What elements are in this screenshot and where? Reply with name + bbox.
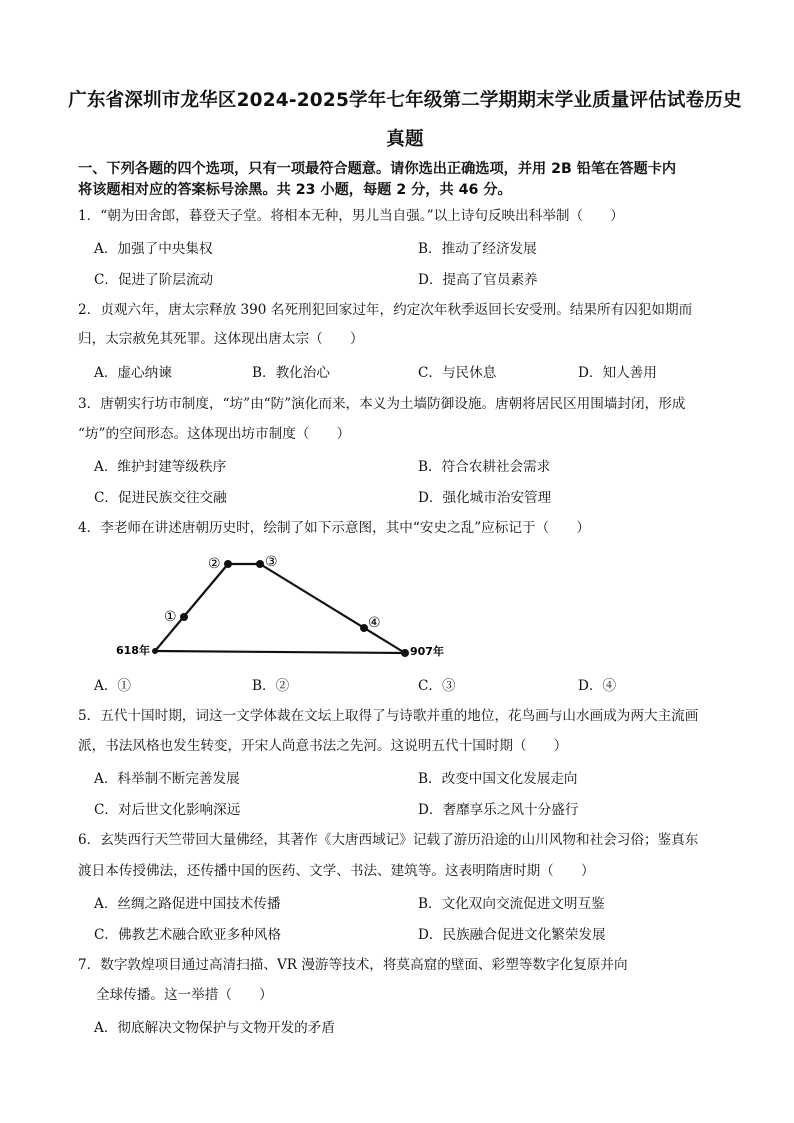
question-2-stem-line-1: 2．贞观六年，唐太宗释放 390 名死刑犯回家过年，约定次年秋季返回长安受刑。结果所有囚犯如期而 bbox=[78, 302, 693, 318]
question-6-stem-line-1: 6．玄奘西行天竺带回大量佛经，其著作《大唐西域记》记载了游历沿途的山川风物和社会习俗；鉴真东 bbox=[78, 832, 699, 848]
tang-timeline-diagram bbox=[110, 548, 450, 668]
point-1-label: ① bbox=[164, 609, 177, 625]
point-2-label: ② bbox=[208, 556, 221, 572]
question-7-stem-line-1: 7．数字敦煌项目通过高清扫描、VR 漫游等技术，将莫高窟的壁面、彩塑等数字化复原并向 bbox=[78, 957, 628, 973]
question-5-stem-line-1: 5．五代十国时期，词这一文学体裁在文坛上取得了与诗歌并重的地位，花鸟画与山水画成为两大主流画 bbox=[78, 708, 699, 724]
q1-option-b[interactable]: B．推动了经济发展 bbox=[418, 241, 537, 257]
point-3-marker bbox=[256, 560, 264, 568]
point-1-marker bbox=[180, 613, 188, 621]
q6-option-c[interactable]: C．佛教艺术融合欧亚多种风格 bbox=[94, 927, 282, 943]
section-instructions bbox=[78, 159, 758, 201]
end-year-label: 907年 bbox=[410, 645, 444, 658]
q2-option-a[interactable]: A．虚心纳谏 bbox=[94, 365, 172, 381]
point-start-marker bbox=[152, 648, 158, 654]
start-year-label: 618年 bbox=[116, 644, 150, 657]
q7-option-a[interactable]: A．彻底解决文物保护与文物开发的矛盾 bbox=[94, 1020, 335, 1036]
point-end-marker bbox=[401, 649, 409, 657]
question-7-stem-line-2: 全球传播。这一举措（ ） bbox=[96, 987, 273, 1003]
section-line-1: 一、下列各题的四个选项，只有一项最符合题意。请你选出正确选项，并用 2B 铅笔在答题卡内 bbox=[78, 161, 677, 177]
question-4-stem: 4．李老师在讲述唐朝历史时，绘制了如下示意图，其中“安史之乱”应标记于（ ） bbox=[78, 520, 590, 536]
point-2-marker bbox=[224, 560, 232, 568]
q3-option-b[interactable]: B．符合农耕社会需求 bbox=[418, 459, 551, 475]
q2-option-c[interactable]: C．与民休息 bbox=[418, 365, 497, 381]
q1-option-c[interactable]: C．促进了阶层流动 bbox=[94, 272, 214, 288]
page-title-line-2: 真题 bbox=[386, 129, 424, 150]
q6-option-a[interactable]: A．丝绸之路促进中国技术传播 bbox=[94, 896, 281, 912]
q4-option-d[interactable]: D．④ bbox=[578, 678, 617, 694]
question-3-stem-line-2: “坊”的空间形态。这体现出坊市制度（ ） bbox=[78, 426, 351, 442]
point-4-label: ④ bbox=[368, 615, 381, 631]
q1-option-d[interactable]: D．提高了官员素养 bbox=[418, 272, 538, 288]
q3-option-c[interactable]: C．促进民族交往交融 bbox=[94, 490, 227, 506]
q5-option-d[interactable]: D．奢靡享乐之风十分盛行 bbox=[418, 802, 579, 818]
section-line-2: 将该题相对应的答案标号涂黑。共 23 小题，每题 2 分，共 46 分。 bbox=[78, 182, 512, 198]
question-5-stem-line-2: 派，书法风格也发生转变，开宋人尚意书法之先河。这说明五代十国时期（ ） bbox=[78, 738, 568, 754]
q2-option-b[interactable]: B．教化治心 bbox=[252, 365, 330, 381]
q5-option-c[interactable]: C．对后世文化影响深远 bbox=[94, 802, 241, 818]
baseline-line bbox=[155, 651, 405, 653]
question-3-stem-line-1: 3．唐朝实行坊市制度，“坊”由“防”演化而来，本义为土墙防御设施。唐朝将居民区用围墙封闭，形成 bbox=[78, 396, 686, 412]
q3-option-a[interactable]: A．维护封建等级秩序 bbox=[94, 459, 227, 475]
page-title-line-1: 广东省深圳市龙华区2024-2025学年七年级第二学期期末学业质量评估试卷历史 bbox=[68, 90, 742, 111]
fall-line bbox=[260, 564, 405, 653]
q6-option-d[interactable]: D．民族融合促进文化繁荣发展 bbox=[418, 927, 606, 943]
q4-option-a[interactable]: A．① bbox=[94, 678, 132, 694]
point-4-marker bbox=[360, 624, 368, 632]
q5-option-b[interactable]: B．改变中国文化发展走向 bbox=[418, 771, 578, 787]
q5-option-a[interactable]: A．科举制不断完善发展 bbox=[94, 771, 240, 787]
q4-option-c[interactable]: C．③ bbox=[418, 678, 456, 694]
q4-option-b[interactable]: B．② bbox=[252, 678, 290, 694]
q2-option-d[interactable]: D．知人善用 bbox=[578, 365, 657, 381]
question-2-stem-line-2: 归，太宗赦免其死罪。这体现出唐太宗（ ） bbox=[78, 331, 364, 347]
point-3-label: ③ bbox=[265, 554, 278, 570]
rise-line bbox=[155, 564, 228, 651]
q1-option-a[interactable]: A．加强了中央集权 bbox=[94, 241, 213, 257]
q6-option-b[interactable]: B．文化双向交流促进文明互鉴 bbox=[418, 896, 605, 912]
q3-option-d[interactable]: D．强化城市治安管理 bbox=[418, 490, 552, 506]
question-6-stem-line-2: 渡日本传授佛法，还传播中国的医药、文学、书法、建筑等。这表明隋唐时期（ ） bbox=[78, 863, 595, 879]
question-1-stem: 1．“朝为田舍郎，暮登天子堂。将相本无种，男儿当自强。”以上诗句反映出科举制（ ） bbox=[78, 208, 624, 224]
